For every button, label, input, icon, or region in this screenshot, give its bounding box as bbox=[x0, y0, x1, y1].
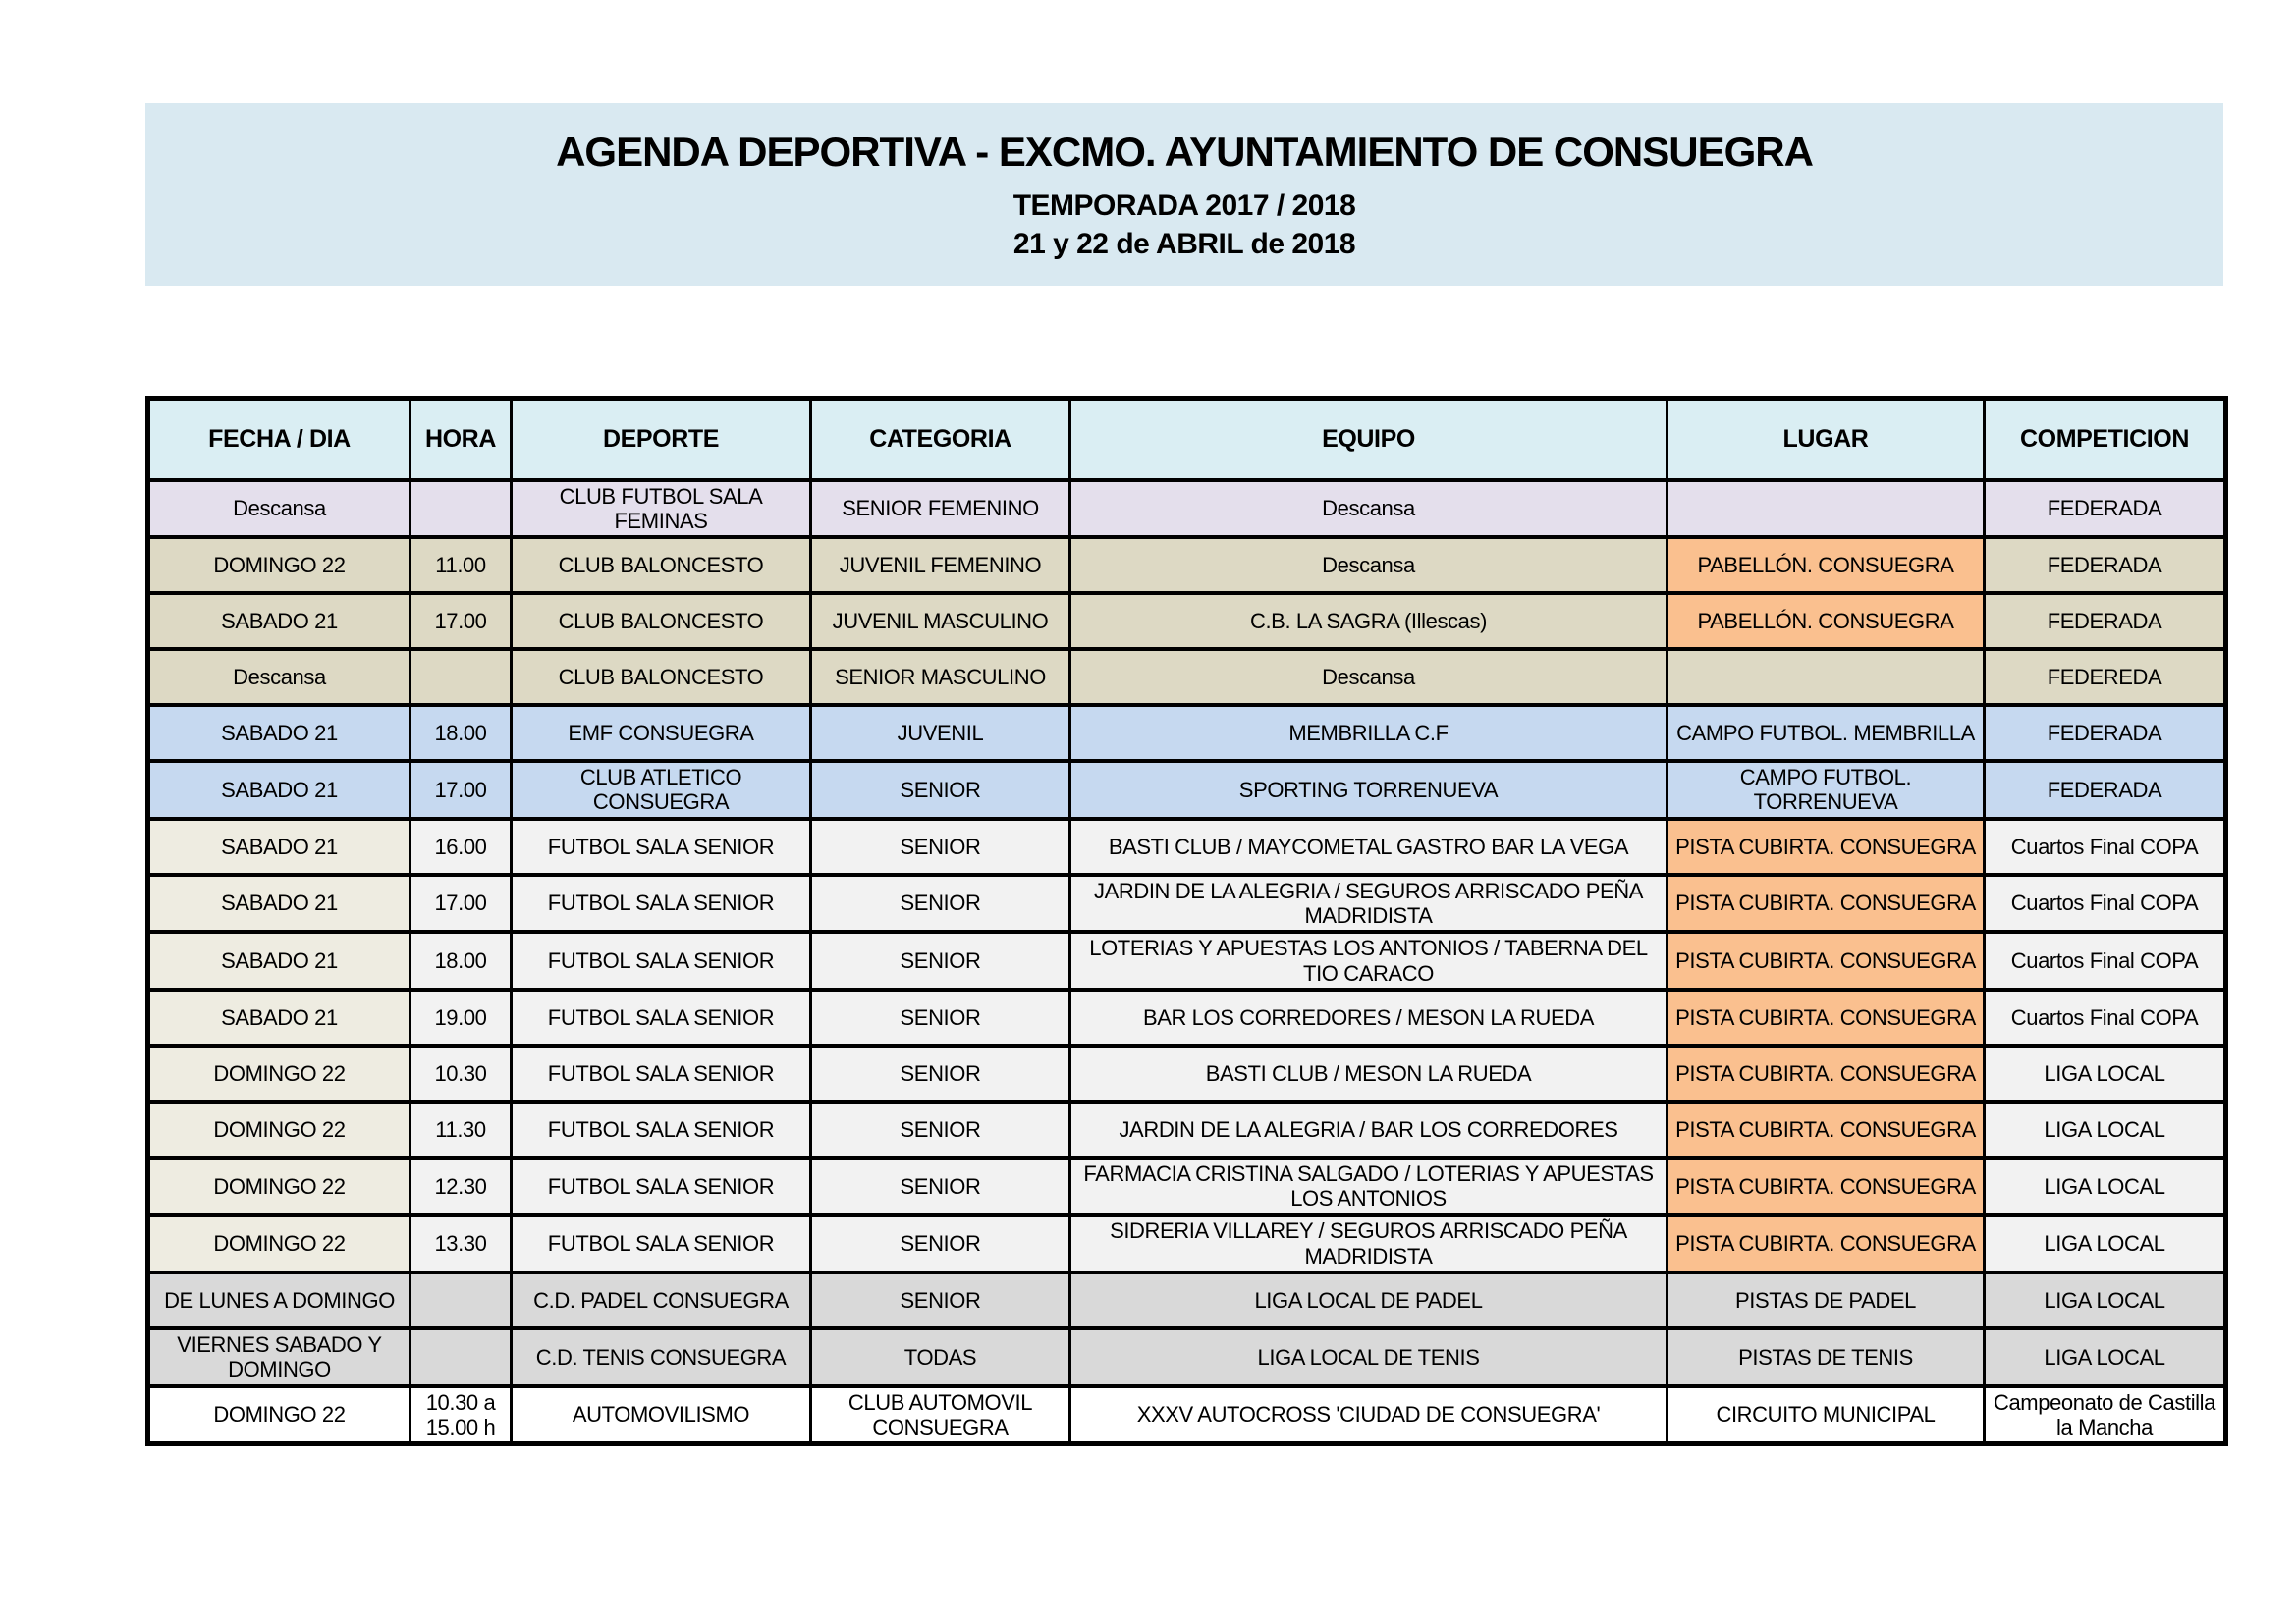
cell-competicion: FEDERADA bbox=[1985, 761, 2226, 819]
table-row bbox=[148, 932, 2226, 990]
cell-deporte: AUTOMOVILISMO bbox=[512, 1386, 811, 1444]
cell-hora: 17.00 bbox=[410, 875, 512, 933]
page-title: AGENDA DEPORTIVA - EXCMO. AYUNTAMIENTO DE CONSUEGRA bbox=[556, 129, 1813, 175]
cell-deporte: FUTBOL SALA SENIOR bbox=[512, 932, 811, 990]
cell-competicion: LIGA LOCAL bbox=[1985, 1328, 2226, 1386]
cell-categoria: SENIOR bbox=[811, 1272, 1070, 1328]
cell-deporte: FUTBOL SALA SENIOR bbox=[512, 990, 811, 1046]
header-banner bbox=[145, 103, 2223, 286]
season-subtitle: TEMPORADA 2017 / 2018 bbox=[1012, 189, 1356, 222]
cell-fecha: Descansa bbox=[148, 649, 410, 705]
cell-competicion: Cuartos Final COPA bbox=[1985, 875, 2226, 933]
table-row bbox=[148, 819, 2226, 875]
cell-fecha: VIERNES SABADO Y DOMINGO bbox=[148, 1328, 410, 1386]
table-row bbox=[148, 761, 2226, 819]
cell-lugar: PISTA CUBIRTA. CONSUEGRA bbox=[1667, 932, 1985, 990]
cell-deporte: FUTBOL SALA SENIOR bbox=[512, 1102, 811, 1158]
cell-categoria: TODAS bbox=[811, 1328, 1070, 1386]
cell-competicion: Cuartos Final COPA bbox=[1985, 990, 2226, 1046]
cell-equipo: SPORTING TORRENUEVA bbox=[1070, 761, 1667, 819]
table-row bbox=[148, 1328, 2226, 1386]
cell-hora: 13.30 bbox=[410, 1215, 512, 1272]
cell-hora: 17.00 bbox=[410, 593, 512, 649]
cell-hora bbox=[410, 1328, 512, 1386]
cell-competicion: FEDERADA bbox=[1985, 480, 2226, 538]
cell-fecha: DOMINGO 22 bbox=[148, 1102, 410, 1158]
table-row bbox=[148, 705, 2226, 761]
cell-hora: 11.00 bbox=[410, 537, 512, 593]
cell-hora: 11.30 bbox=[410, 1102, 512, 1158]
cell-deporte: FUTBOL SALA SENIOR bbox=[512, 1046, 811, 1102]
cell-lugar: CAMPO FUTBOL. MEMBRILLA bbox=[1667, 705, 1985, 761]
cell-equipo: Descansa bbox=[1070, 649, 1667, 705]
cell-lugar: PISTA CUBIRTA. CONSUEGRA bbox=[1667, 1215, 1985, 1272]
cell-categoria: SENIOR bbox=[811, 761, 1070, 819]
cell-fecha: SABADO 21 bbox=[148, 705, 410, 761]
cell-equipo: C.B. LA SAGRA (Illescas) bbox=[1070, 593, 1667, 649]
cell-hora: 10.30 a 15.00 h bbox=[410, 1386, 512, 1444]
cell-deporte: FUTBOL SALA SENIOR bbox=[512, 875, 811, 933]
cell-lugar: PISTA CUBIRTA. CONSUEGRA bbox=[1667, 1158, 1985, 1216]
cell-competicion: Cuartos Final COPA bbox=[1985, 932, 2226, 990]
cell-equipo: JARDIN DE LA ALEGRIA / SEGUROS ARRISCADO PEÑA MADRIDISTA bbox=[1070, 875, 1667, 933]
cell-competicion: LIGA LOCAL bbox=[1985, 1046, 2226, 1102]
cell-equipo: Descansa bbox=[1070, 537, 1667, 593]
cell-hora: 18.00 bbox=[410, 932, 512, 990]
cell-categoria: SENIOR bbox=[811, 932, 1070, 990]
cell-hora bbox=[410, 480, 512, 538]
column-header-hora: HORA bbox=[410, 399, 512, 480]
cell-deporte: EMF CONSUEGRA bbox=[512, 705, 811, 761]
column-header-categoria: CATEGORIA bbox=[811, 399, 1070, 480]
cell-competicion: LIGA LOCAL bbox=[1985, 1158, 2226, 1216]
cell-fecha: DOMINGO 22 bbox=[148, 1386, 410, 1444]
cell-hora: 16.00 bbox=[410, 819, 512, 875]
cell-equipo: MEMBRILLA C.F bbox=[1070, 705, 1667, 761]
cell-deporte: FUTBOL SALA SENIOR bbox=[512, 1158, 811, 1216]
cell-lugar: PISTA CUBIRTA. CONSUEGRA bbox=[1667, 1046, 1985, 1102]
cell-equipo: BASTI CLUB / MESON LA RUEDA bbox=[1070, 1046, 1667, 1102]
dates-subtitle: 21 y 22 de ABRIL de 2018 bbox=[1012, 228, 1356, 260]
cell-categoria: SENIOR bbox=[811, 875, 1070, 933]
cell-equipo: LIGA LOCAL DE PADEL bbox=[1070, 1272, 1667, 1328]
cell-hora bbox=[410, 649, 512, 705]
cell-fecha: SABADO 21 bbox=[148, 990, 410, 1046]
cell-fecha: SABADO 21 bbox=[148, 875, 410, 933]
table-row bbox=[148, 1215, 2226, 1272]
cell-fecha: SABADO 21 bbox=[148, 761, 410, 819]
cell-equipo: Descansa bbox=[1070, 480, 1667, 538]
cell-categoria: SENIOR bbox=[811, 1158, 1070, 1216]
cell-deporte: C.D. TENIS CONSUEGRA bbox=[512, 1328, 811, 1386]
cell-lugar bbox=[1667, 480, 1985, 538]
table-row bbox=[148, 1386, 2226, 1444]
table-row bbox=[148, 990, 2226, 1046]
cell-lugar: PABELLÓN. CONSUEGRA bbox=[1667, 537, 1985, 593]
cell-lugar: PISTAS DE PADEL bbox=[1667, 1272, 1985, 1328]
cell-fecha: SABADO 21 bbox=[148, 819, 410, 875]
cell-equipo: LIGA LOCAL DE TENIS bbox=[1070, 1328, 1667, 1386]
cell-competicion: FEDEREDA bbox=[1985, 649, 2226, 705]
cell-categoria: SENIOR bbox=[811, 1046, 1070, 1102]
agenda-table bbox=[145, 396, 2228, 1446]
cell-categoria: SENIOR bbox=[811, 1215, 1070, 1272]
cell-hora bbox=[410, 1272, 512, 1328]
cell-categoria: SENIOR bbox=[811, 990, 1070, 1046]
cell-equipo: BAR LOS CORREDORES / MESON LA RUEDA bbox=[1070, 990, 1667, 1046]
cell-lugar: PISTA CUBIRTA. CONSUEGRA bbox=[1667, 1102, 1985, 1158]
cell-categoria: JUVENIL bbox=[811, 705, 1070, 761]
table-row bbox=[148, 1158, 2226, 1216]
table-row bbox=[148, 480, 2226, 538]
cell-lugar: PISTA CUBIRTA. CONSUEGRA bbox=[1667, 819, 1985, 875]
column-header-fecha: FECHA / DIA bbox=[148, 399, 410, 480]
table-row bbox=[148, 875, 2226, 933]
cell-fecha: SABADO 21 bbox=[148, 593, 410, 649]
cell-deporte: CLUB BALONCESTO bbox=[512, 649, 811, 705]
cell-hora: 12.30 bbox=[410, 1158, 512, 1216]
cell-lugar bbox=[1667, 649, 1985, 705]
table-row bbox=[148, 1046, 2226, 1102]
cell-hora: 18.00 bbox=[410, 705, 512, 761]
cell-categoria: SENIOR bbox=[811, 1102, 1070, 1158]
cell-fecha: DOMINGO 22 bbox=[148, 1158, 410, 1216]
column-header-deporte: DEPORTE bbox=[512, 399, 811, 480]
table-row bbox=[148, 593, 2226, 649]
column-header-lugar: LUGAR bbox=[1667, 399, 1985, 480]
cell-categoria: CLUB AUTOMOVIL CONSUEGRA bbox=[811, 1386, 1070, 1444]
table-header-row bbox=[148, 399, 2226, 480]
cell-equipo: FARMACIA CRISTINA SALGADO / LOTERIAS Y APUESTAS LOS ANTONIOS bbox=[1070, 1158, 1667, 1216]
cell-competicion: FEDERADA bbox=[1985, 705, 2226, 761]
cell-categoria: SENIOR MASCULINO bbox=[811, 649, 1070, 705]
cell-competicion: FEDERADA bbox=[1985, 537, 2226, 593]
cell-lugar: PISTA CUBIRTA. CONSUEGRA bbox=[1667, 990, 1985, 1046]
cell-lugar: CAMPO FUTBOL. TORRENUEVA bbox=[1667, 761, 1985, 819]
table-row bbox=[148, 1102, 2226, 1158]
cell-categoria: SENIOR bbox=[811, 819, 1070, 875]
cell-equipo: BASTI CLUB / MAYCOMETAL GASTRO BAR LA VEGA bbox=[1070, 819, 1667, 875]
cell-deporte: C.D. PADEL CONSUEGRA bbox=[512, 1272, 811, 1328]
table-row bbox=[148, 537, 2226, 593]
cell-equipo: JARDIN DE LA ALEGRIA / BAR LOS CORREDORES bbox=[1070, 1102, 1667, 1158]
cell-fecha: DOMINGO 22 bbox=[148, 1046, 410, 1102]
cell-competicion: Cuartos Final COPA bbox=[1985, 819, 2226, 875]
cell-categoria: SENIOR FEMENINO bbox=[811, 480, 1070, 538]
cell-competicion: LIGA LOCAL bbox=[1985, 1272, 2226, 1328]
cell-fecha: DOMINGO 22 bbox=[148, 1215, 410, 1272]
cell-fecha: DOMINGO 22 bbox=[148, 537, 410, 593]
cell-equipo: XXXV AUTOCROSS 'CIUDAD DE CONSUEGRA' bbox=[1070, 1386, 1667, 1444]
column-header-equipo: EQUIPO bbox=[1070, 399, 1667, 480]
cell-equipo: LOTERIAS Y APUESTAS LOS ANTONIOS / TABERNA DEL TIO CARACO bbox=[1070, 932, 1667, 990]
cell-lugar: PISTAS DE TENIS bbox=[1667, 1328, 1985, 1386]
cell-fecha: SABADO 21 bbox=[148, 932, 410, 990]
cell-categoria: JUVENIL MASCULINO bbox=[811, 593, 1070, 649]
cell-competicion: LIGA LOCAL bbox=[1985, 1102, 2226, 1158]
cell-lugar: PISTA CUBIRTA. CONSUEGRA bbox=[1667, 875, 1985, 933]
table-body bbox=[148, 480, 2226, 1444]
cell-deporte: CLUB FUTBOL SALA FEMINAS bbox=[512, 480, 811, 538]
cell-hora: 17.00 bbox=[410, 761, 512, 819]
cell-lugar: CIRCUITO MUNICIPAL bbox=[1667, 1386, 1985, 1444]
cell-fecha: Descansa bbox=[148, 480, 410, 538]
cell-deporte: FUTBOL SALA SENIOR bbox=[512, 819, 811, 875]
table-row bbox=[148, 649, 2226, 705]
cell-deporte: CLUB BALONCESTO bbox=[512, 593, 811, 649]
cell-competicion: LIGA LOCAL bbox=[1985, 1215, 2226, 1272]
cell-competicion: FEDERADA bbox=[1985, 593, 2226, 649]
cell-categoria: JUVENIL FEMENINO bbox=[811, 537, 1070, 593]
cell-fecha: DE LUNES A DOMINGO bbox=[148, 1272, 410, 1328]
table-row bbox=[148, 1272, 2226, 1328]
cell-deporte: FUTBOL SALA SENIOR bbox=[512, 1215, 811, 1272]
cell-hora: 10.30 bbox=[410, 1046, 512, 1102]
cell-lugar: PABELLÓN. CONSUEGRA bbox=[1667, 593, 1985, 649]
cell-competicion: Campeonato de Castilla la Mancha bbox=[1985, 1386, 2226, 1444]
cell-hora: 19.00 bbox=[410, 990, 512, 1046]
cell-equipo: SIDRERIA VILLAREY / SEGUROS ARRISCADO PEÑA MADRIDISTA bbox=[1070, 1215, 1667, 1272]
column-header-competicion: COMPETICION bbox=[1985, 399, 2226, 480]
cell-deporte: CLUB ATLETICO CONSUEGRA bbox=[512, 761, 811, 819]
cell-deporte: CLUB BALONCESTO bbox=[512, 537, 811, 593]
